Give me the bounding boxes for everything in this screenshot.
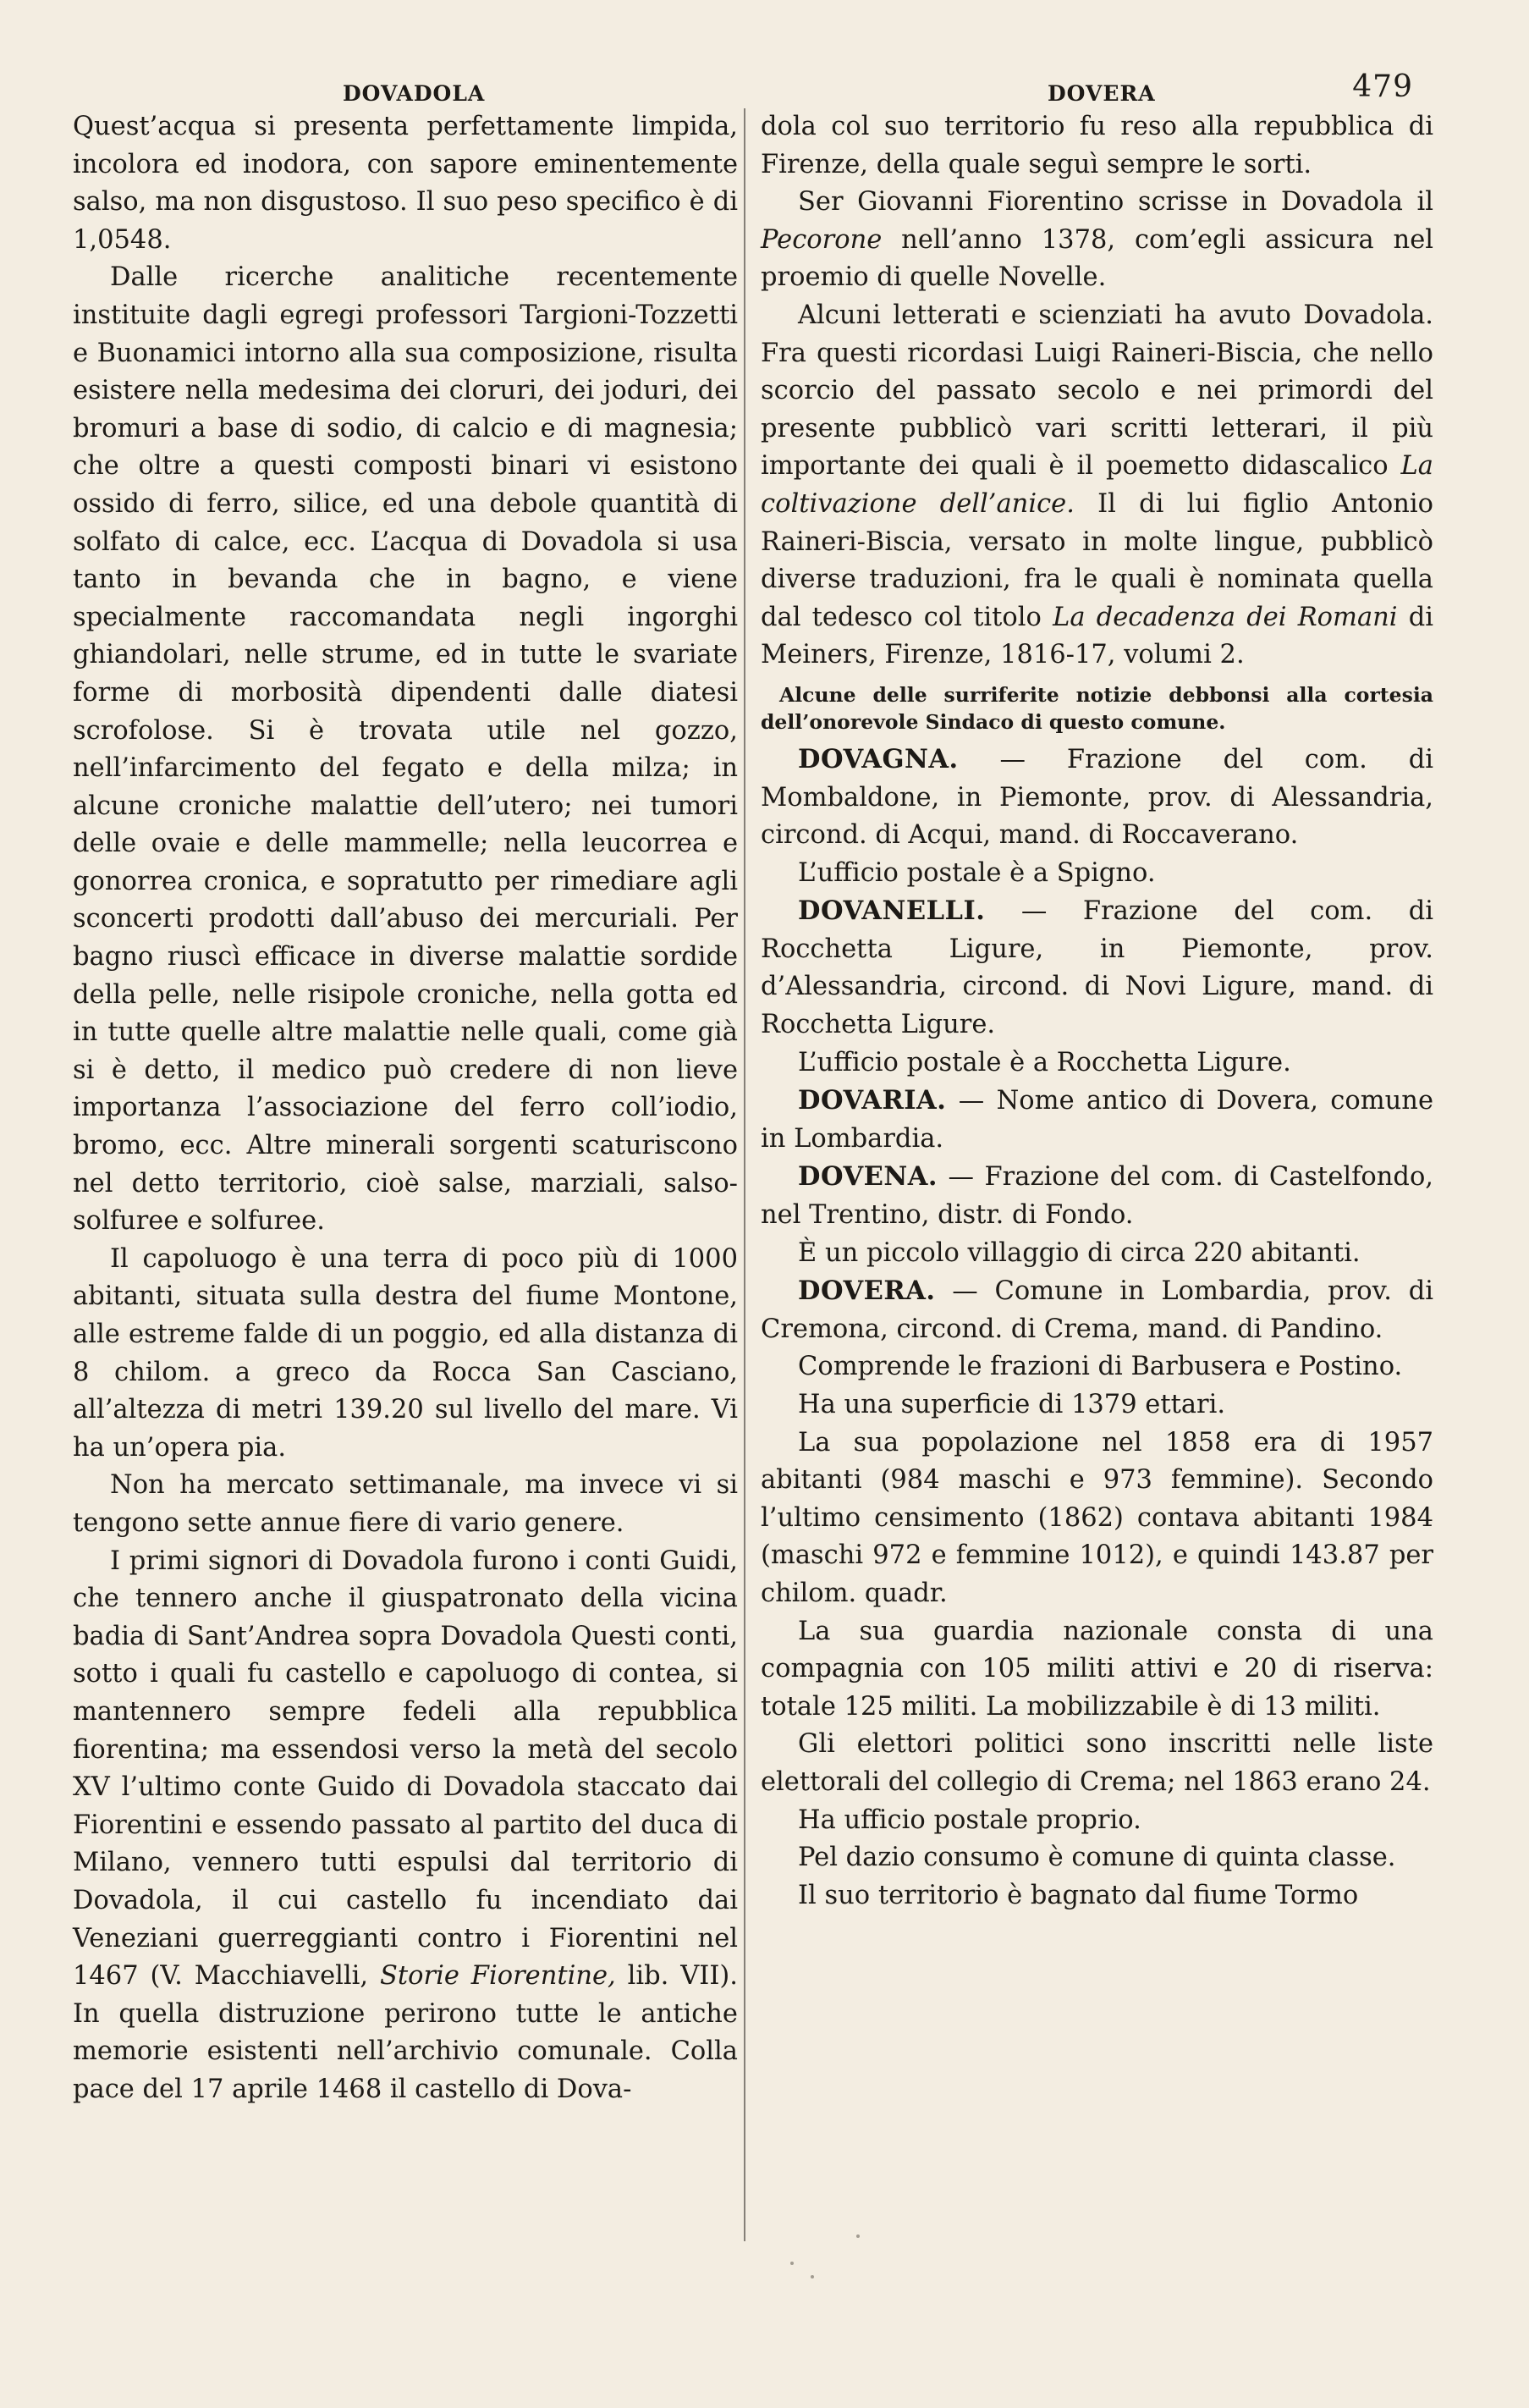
entry-text: — Frazione del com. di Rocchetta Ligure, in Piemonte, prov. d’Alessandria, circond. di Novi Ligure, mand. di Rocchetta Ligure.: [761, 896, 1433, 1040]
entry-headword: DOVAGNA.: [798, 743, 959, 774]
entry-text: — Frazione del com. di Mombaldone, in Piemonte, prov. di Alessandria, circond. di Acqui, mand. di Roccaverano.: [761, 744, 1433, 851]
paragraph-last: [73, 1543, 738, 2109]
right-column: [761, 108, 1433, 1915]
paragraph: [761, 184, 1433, 297]
page-number: 479: [1352, 69, 1413, 104]
entry-text: La sua guardia nazionale consta di una compagnia con 105 militi attivi e 20 di riserva: totale 125 militi. La mobilizzabile è di 13 militi.: [761, 1616, 1433, 1722]
gazetteer-entries: [761, 741, 1433, 1915]
paragraph: Quest’acqua si presenta perfettamente limpida, incolora ed inodora, con sapore eminentemente salso, ma non disgustoso. Il suo peso specifico è di 1,0548.: [73, 112, 738, 255]
entry-text: Ha una superficie di 1379 ettari.: [798, 1390, 1226, 1419]
entry-text: Ha ufficio postale proprio.: [798, 1805, 1141, 1835]
text: lib. VII). In quella distruzione perirono tutte le antiche memorie esistenti nell’archivio comunale. Colla pace del 17 aprile 1468 il castello di Dova-: [73, 1961, 738, 2104]
book-title: La decadenza dei Romani: [1053, 602, 1398, 632]
book-title: La coltivazione dell’anice.: [761, 451, 1433, 519]
entry-headword: DOVARIA.: [798, 1085, 947, 1116]
left-column: [73, 108, 738, 2108]
entry-paragraph: [761, 1348, 1433, 1386]
entry-paragraph: [761, 1613, 1433, 1727]
left-running-head: DOVADOLA: [343, 81, 486, 106]
footnote: Alcune delle surriferite notizie debbonsi alla cortesia dell’onorevole Sindaco di questo comune.: [761, 682, 1433, 734]
print-speck: [811, 2275, 814, 2279]
entry-paragraph: [761, 741, 1433, 855]
print-speck: [790, 2262, 794, 2265]
entry-text: — Comune in Lombardia, prov. di Cremona, circond. di Crema, mand. di Pandino.: [761, 1276, 1433, 1344]
entry-paragraph: [761, 1158, 1433, 1234]
text: di Meiners, Firenze, 1816-17, volumi 2.: [761, 602, 1434, 670]
entry-text: È un piccolo villaggio di circa 220 abitanti.: [798, 1237, 1361, 1268]
entry-paragraph: [761, 892, 1433, 1044]
text: I primi signori di Dovadola furono i conti Guidi, che tennero anche il giuspatronato della vicina badia di Sant’Andrea sopra Dovadola Questi conti, sotto i quali fu castello e capoluogo di contea, si mantennero sempre fedeli alla repubblica fiorentina; ma essendosi verso la metà del secolo XV l’ultimo conte Guido di Dovadola staccato dai Fiorentini e essendo passato al partito del duca di Milano, vennero tutti espulsi dal territorio di Dovadola, il cui castello fu incendiato dai Veneziani guerreggianti contro i Fiorentini nel 1467 (V. Macchiavelli,: [73, 1546, 738, 1992]
entry-text: Gli elettori politici sono inscritti nelle liste elettorali del collegio di Crema; nel 1863 erano 24.: [761, 1729, 1433, 1797]
paragraph: [761, 297, 1433, 675]
entry-text: La sua popolazione nel 1858 era di 1957 abitanti (984 maschi e 973 femmine). Secondo l’ultimo censimento (1862) contava abitanti 1984 (maschi 972 e femmine 1012), e quindi 143.87 per chilom. quadr.: [761, 1427, 1433, 1608]
text: nell’anno 1378, com’egli assicura nel proemio di quelle Novelle.: [761, 224, 1433, 293]
entry-headword: DOVENA.: [798, 1161, 938, 1193]
right-running-head: DOVERA: [1048, 81, 1156, 106]
running-header: [0, 66, 1529, 108]
entry-paragraph: [761, 855, 1433, 893]
entry-paragraph: [761, 1877, 1433, 1915]
entry-text: — Nome antico di Dovera, comune in Lombardia.: [761, 1086, 1433, 1154]
entry-headword: DOVERA.: [798, 1276, 936, 1307]
entry-paragraph: [761, 1235, 1433, 1273]
book-title: Storie Fiorentine,: [380, 1961, 616, 1992]
entry-text: — Frazione del com. di Castelfondo, nel Trentino, distr. di Fondo.: [761, 1162, 1433, 1231]
text: Alcuni letterati e scienziati ha avuto Dovadola. Fra questi ricordasi Luigi Raineri-Biscia, che nello scorcio del passato secolo e nei primordi del presente pubblicò vari scritti letterari, il più importante dei quali è il poemetto didascalico: [761, 300, 1433, 482]
entry-text: L’ufficio postale è a Spigno.: [798, 857, 1156, 888]
text: Ser Giovanni Fiorentino scrisse in Dovadola il: [798, 187, 1433, 218]
entry-paragraph: [761, 1726, 1433, 1801]
entry-paragraph: [761, 1424, 1433, 1613]
paragraph: Non ha mercato settimanale, ma invece vi si tengono sette annue fiere di vario genere.: [73, 1470, 738, 1538]
entry-headword: DOVANELLI.: [798, 895, 986, 927]
book-title: Pecorone: [761, 224, 883, 255]
paragraph: Il capoluogo è una terra di poco più di 1000 abitanti, situata sulla destra del fiume Montone, alle estreme falde di un poggio, ed alla distanza di 8 chilom. a greco da Rocca San Casciano, all’altezza di metri 139.20 sul livello del mare. Vi ha un’opera pia.: [73, 1243, 738, 1463]
paragraph: Dalle ricerche analitiche recentemente instituite dagli egregi professori Targioni-Tozzetti e Buonamici intorno alla sua composizione, risulta esistere nella medesima dei cloruri, dei joduri, dei bromuri a base di sodio, di calcio e di magnesia; che oltre a questi composti binari vi esistono ossido di ferro, silice, ed una debole quantità di solfato di calce, ecc. L’acqua di Dovadola si usa tanto in bevanda che in bagno, e viene specialmente raccomandata negli ingorghi ghiandolari, nelle strume, ed in tutte le svariate forme di morbosità dipendenti dalle diatesi scrofolose. Si è trovata utile nel gozzo, nell’infarcimento del fegato e della milza; in alcune croniche malattie dell’utero; nei tumori delle ovaie e delle mammelle; nella leucorrea e gonorrea cronica, e sopratutto per rimediare agli sconcerti prodotti dall’abuso dei mercuriali. Per bagno riuscì efficace in diverse malattie sordide della pelle, nelle risipole croniche, nella gotta ed in tutte quelle altre malattie nelle quali, come già si è detto, il medico può credere di non lieve importanza l’associazione del ferro coll’iodio, bromo, ecc. Altre minerali sorgenti scaturiscono nel detto territorio, cioè salse, marziali, salso-solfuree e solfuree.: [73, 262, 738, 1237]
entry-text: Comprende le frazioni di Barbusera e Postino.: [798, 1352, 1403, 1382]
print-speck: [856, 2234, 860, 2238]
text: Il di lui figlio Antonio Raineri-Biscia, versato in molte lingue, pubblicò diverse traduzioni, fra le quali è nominata quella dal tedesco col titolo: [761, 488, 1433, 632]
entry-text: L’ufficio postale è a Rocchetta Ligure.: [798, 1047, 1291, 1077]
entry-paragraph: [761, 1802, 1433, 1840]
entry-paragraph: [761, 1272, 1433, 1348]
column-divider: [744, 108, 745, 2241]
entry-paragraph: [761, 1044, 1433, 1083]
entry-paragraph: [761, 1082, 1433, 1158]
entry-paragraph: [761, 1386, 1433, 1424]
paragraph: dola col suo territorio fu reso alla repubblica di Firenze, della quale seguì sempre le sorti.: [761, 112, 1433, 179]
entry-text: Pel dazio consumo è comune di quinta classe.: [798, 1843, 1396, 1873]
entry-text: Il suo territorio è bagnato dal fiume Tormo: [798, 1880, 1359, 1910]
entry-paragraph: [761, 1839, 1433, 1877]
